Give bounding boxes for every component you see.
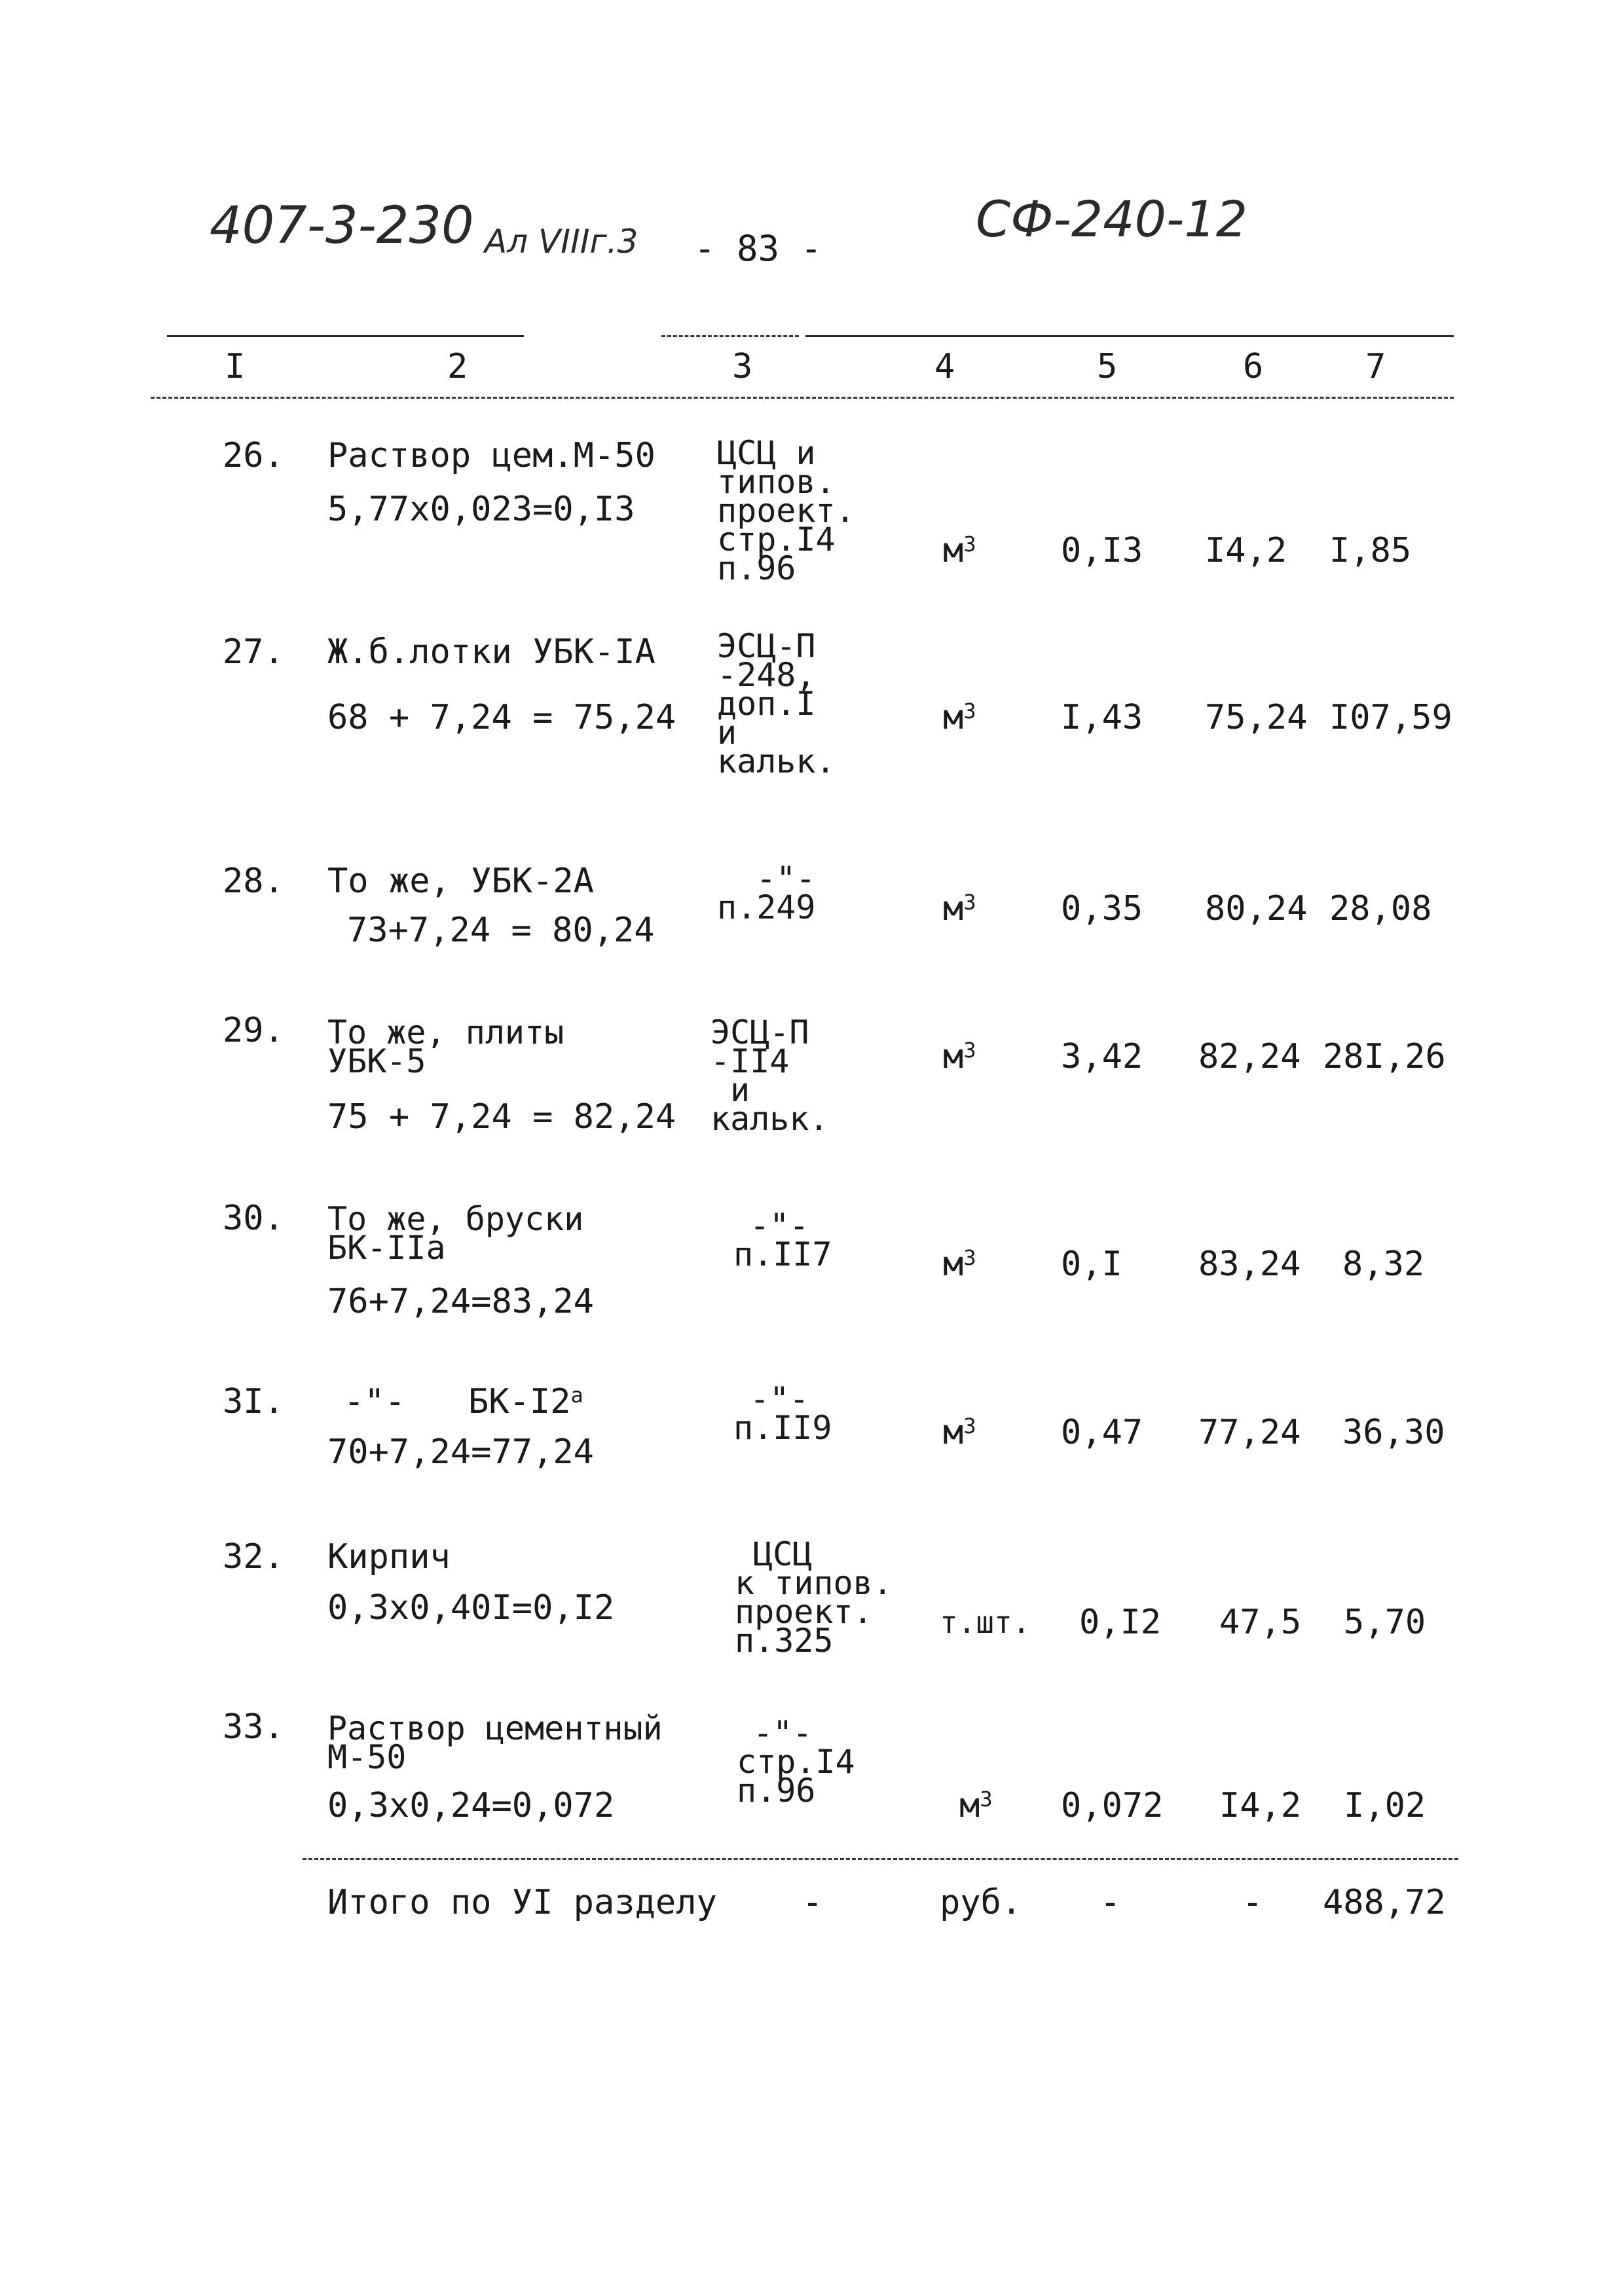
summary-label: Итого по УI разделу xyxy=(327,1883,717,1922)
unit: $м^3$ xyxy=(959,1786,993,1825)
item-calc: 73+7,24 = 80,24 xyxy=(347,911,655,950)
unit-price: 77,24 xyxy=(1198,1413,1301,1452)
col-header-4: 4 xyxy=(934,347,955,386)
item-name: Кирпич xyxy=(327,1537,451,1576)
source-ref: -"- п.II9 xyxy=(733,1380,832,1447)
item-calc: 0,3х0,40I=0,I2 xyxy=(327,1588,615,1628)
unit: $м^3$ xyxy=(943,698,976,737)
top-rule-left xyxy=(167,335,524,337)
summary-total: 488,72 xyxy=(1323,1883,1446,1922)
item-name: Раствор цем.М-50 xyxy=(327,436,655,475)
unit: $м^3$ xyxy=(943,1037,976,1076)
row-number: 26. xyxy=(223,436,284,475)
ditto-mark: -"- xyxy=(344,1382,405,1421)
quantity: 0,I2 xyxy=(1079,1603,1162,1642)
item-calc: 76+7,24=83,24 xyxy=(327,1282,594,1321)
source-ref: ЦСЦ к типов. проект. п.325 xyxy=(735,1535,893,1660)
quantity: 0,I3 xyxy=(1061,531,1143,570)
quantity: 0,072 xyxy=(1061,1786,1164,1825)
source-ref: -"- п.249 xyxy=(717,860,816,926)
unit-price: 82,24 xyxy=(1198,1037,1301,1076)
sheet-code: СФ-240-12 xyxy=(976,190,1248,248)
top-rule-right xyxy=(805,335,1454,337)
total: 36,30 xyxy=(1342,1413,1445,1452)
row-number: 30. xyxy=(223,1199,284,1238)
unit: т.шт. xyxy=(940,1605,1031,1640)
unit: $м^3$ xyxy=(943,531,976,570)
row-number: 33. xyxy=(223,1707,284,1747)
summary-source: - xyxy=(802,1883,823,1922)
row-number: 27. xyxy=(223,632,284,672)
col-header-2: 2 xyxy=(447,347,468,386)
summary-rule xyxy=(303,1858,1458,1860)
item-calc: 68 + 7,24 = 75,24 xyxy=(327,698,676,737)
top-rule-mid xyxy=(661,335,799,337)
quantity: 3,42 xyxy=(1061,1037,1143,1076)
unit: $м^3$ xyxy=(943,889,976,928)
total: I,85 xyxy=(1329,531,1412,570)
total: 28I,26 xyxy=(1323,1037,1446,1076)
quantity: I,43 xyxy=(1061,698,1143,737)
row-number: 28. xyxy=(223,862,284,901)
unit-price: 75,24 xyxy=(1205,698,1308,737)
unit-price: 47,5 xyxy=(1219,1603,1302,1642)
quantity: 0,35 xyxy=(1061,889,1143,928)
unit: $м^3$ xyxy=(943,1245,976,1284)
source-ref: -"- стр.I4 п.96 xyxy=(737,1714,855,1810)
total: I07,59 xyxy=(1329,698,1452,737)
col-header-7: 7 xyxy=(1365,347,1386,386)
total: 28,08 xyxy=(1329,889,1432,928)
quantity: 0,I xyxy=(1061,1245,1122,1284)
unit-price: 83,24 xyxy=(1198,1245,1301,1284)
item-name: То же, бруски БК-IIа xyxy=(327,1200,584,1267)
col-header-5: 5 xyxy=(1097,347,1118,386)
col-header-1: I xyxy=(225,347,246,386)
item-calc: 5,77х0,023=0,I3 xyxy=(327,490,635,529)
total: 5,70 xyxy=(1344,1603,1426,1642)
summary-price: - xyxy=(1242,1883,1263,1922)
unit-price: I4,2 xyxy=(1205,531,1287,570)
header-bottom-rule xyxy=(151,397,1454,399)
item-name: То же, плиты УБК-5 xyxy=(327,1013,564,1080)
page-number: - 83 - xyxy=(694,228,822,269)
total: I,02 xyxy=(1344,1786,1426,1825)
item-name: $БК-I2^а$ xyxy=(468,1382,583,1421)
unit-price: I4,2 xyxy=(1219,1786,1302,1825)
doc-code: 407-3-230 xyxy=(210,196,474,255)
col-header-3: 3 xyxy=(732,347,753,386)
source-ref: -"- п.II7 xyxy=(733,1207,832,1273)
source-ref: ЭСЦ-П -II4 и кальк. xyxy=(710,1013,829,1138)
item-name: Ж.б.лотки УБК-IА xyxy=(327,632,655,672)
unit: $м^3$ xyxy=(943,1413,976,1452)
unit-price: 80,24 xyxy=(1205,889,1308,928)
source-ref: ЭСЦ-П -248, доп.I и кальк. xyxy=(717,627,836,780)
item-name: То же, УБК-2А xyxy=(327,862,594,901)
summary-unit: руб. xyxy=(940,1883,1022,1922)
row-number: 3I. xyxy=(223,1382,284,1421)
summary-qty: - xyxy=(1100,1883,1121,1922)
row-number: 29. xyxy=(223,1011,284,1050)
row-number: 32. xyxy=(223,1537,284,1576)
item-name: Раствор цементный М-50 xyxy=(327,1709,663,1776)
quantity: 0,47 xyxy=(1061,1413,1143,1452)
item-calc: 0,3х0,24=0,072 xyxy=(327,1786,615,1825)
album-number: Ал VIIIг.3 xyxy=(485,223,638,261)
source-ref: ЦСЦ и типов. проект. стр.I4 п.96 xyxy=(717,434,855,587)
item-calc: 75 + 7,24 = 82,24 xyxy=(327,1097,676,1137)
item-calc: 70+7,24=77,24 xyxy=(327,1432,594,1472)
total: 8,32 xyxy=(1342,1245,1425,1284)
col-header-6: 6 xyxy=(1243,347,1264,386)
